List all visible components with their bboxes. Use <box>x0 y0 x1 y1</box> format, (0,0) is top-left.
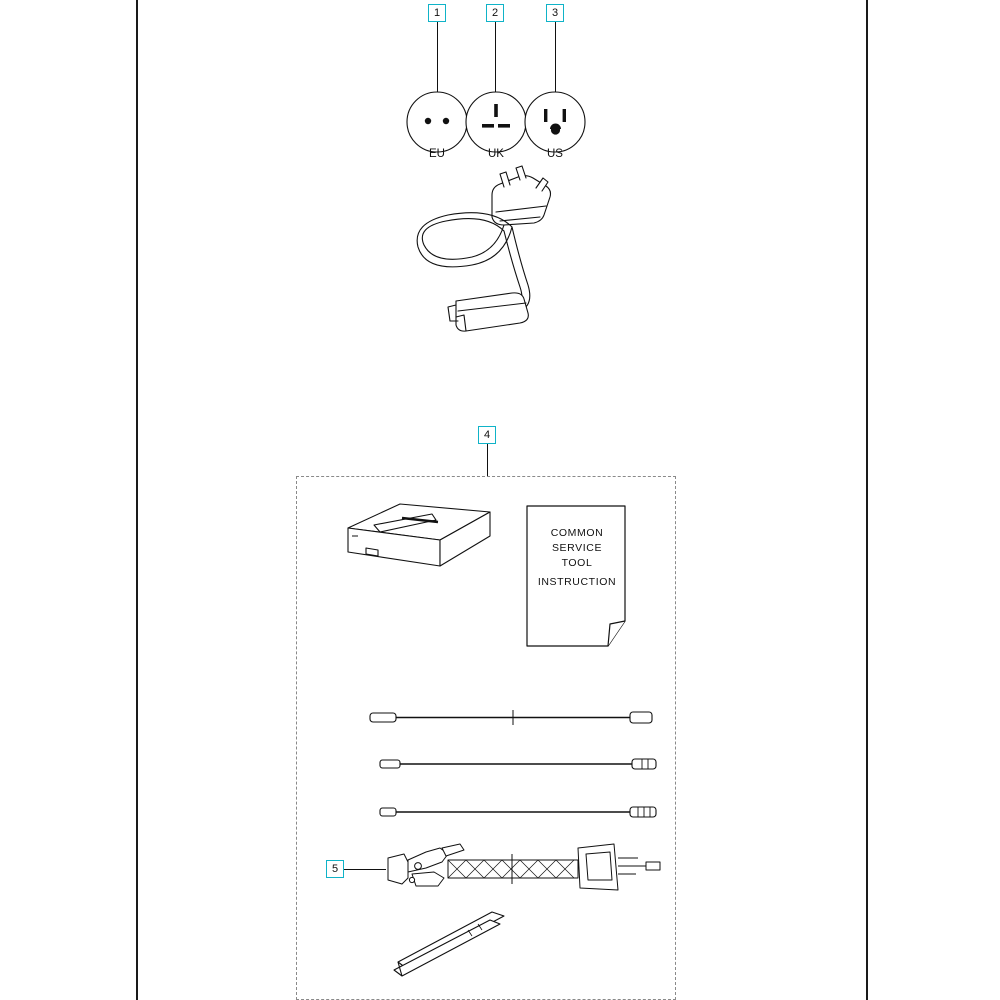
booklet-line-2: SERVICE <box>551 542 603 554</box>
power-cord <box>400 165 620 340</box>
callout-3[interactable]: 3 <box>546 4 564 22</box>
callout-1[interactable]: 1 <box>428 4 446 22</box>
callout-2[interactable]: 2 <box>486 4 504 22</box>
uk-socket <box>465 91 527 153</box>
eu-socket <box>406 91 468 153</box>
callout-1-leader <box>437 22 438 92</box>
booklet-line-1: COMMON <box>550 527 604 539</box>
booklet-line-3: TOOL <box>561 557 593 569</box>
uk-socket-label: UK <box>488 148 504 160</box>
cable-long <box>362 706 662 730</box>
eu-socket-label: EU <box>429 148 445 160</box>
right-page-rule <box>866 0 868 1000</box>
callout-4-leader <box>487 444 488 477</box>
callout-5-leader <box>344 869 386 870</box>
cable-short <box>374 800 664 824</box>
tool-case <box>344 500 494 582</box>
tweezers <box>382 910 512 980</box>
left-page-rule <box>136 0 138 1000</box>
cable-medium <box>374 752 664 776</box>
service-tool-adapter-cable <box>382 838 664 904</box>
callout-3-leader <box>555 22 556 92</box>
booklet-line-4: INSTRUCTION <box>537 576 617 588</box>
callout-2-leader <box>495 22 496 92</box>
callout-5[interactable]: 5 <box>326 860 344 878</box>
us-socket-label: US <box>547 148 563 160</box>
callout-4[interactable]: 4 <box>478 426 496 444</box>
us-socket <box>524 91 586 153</box>
